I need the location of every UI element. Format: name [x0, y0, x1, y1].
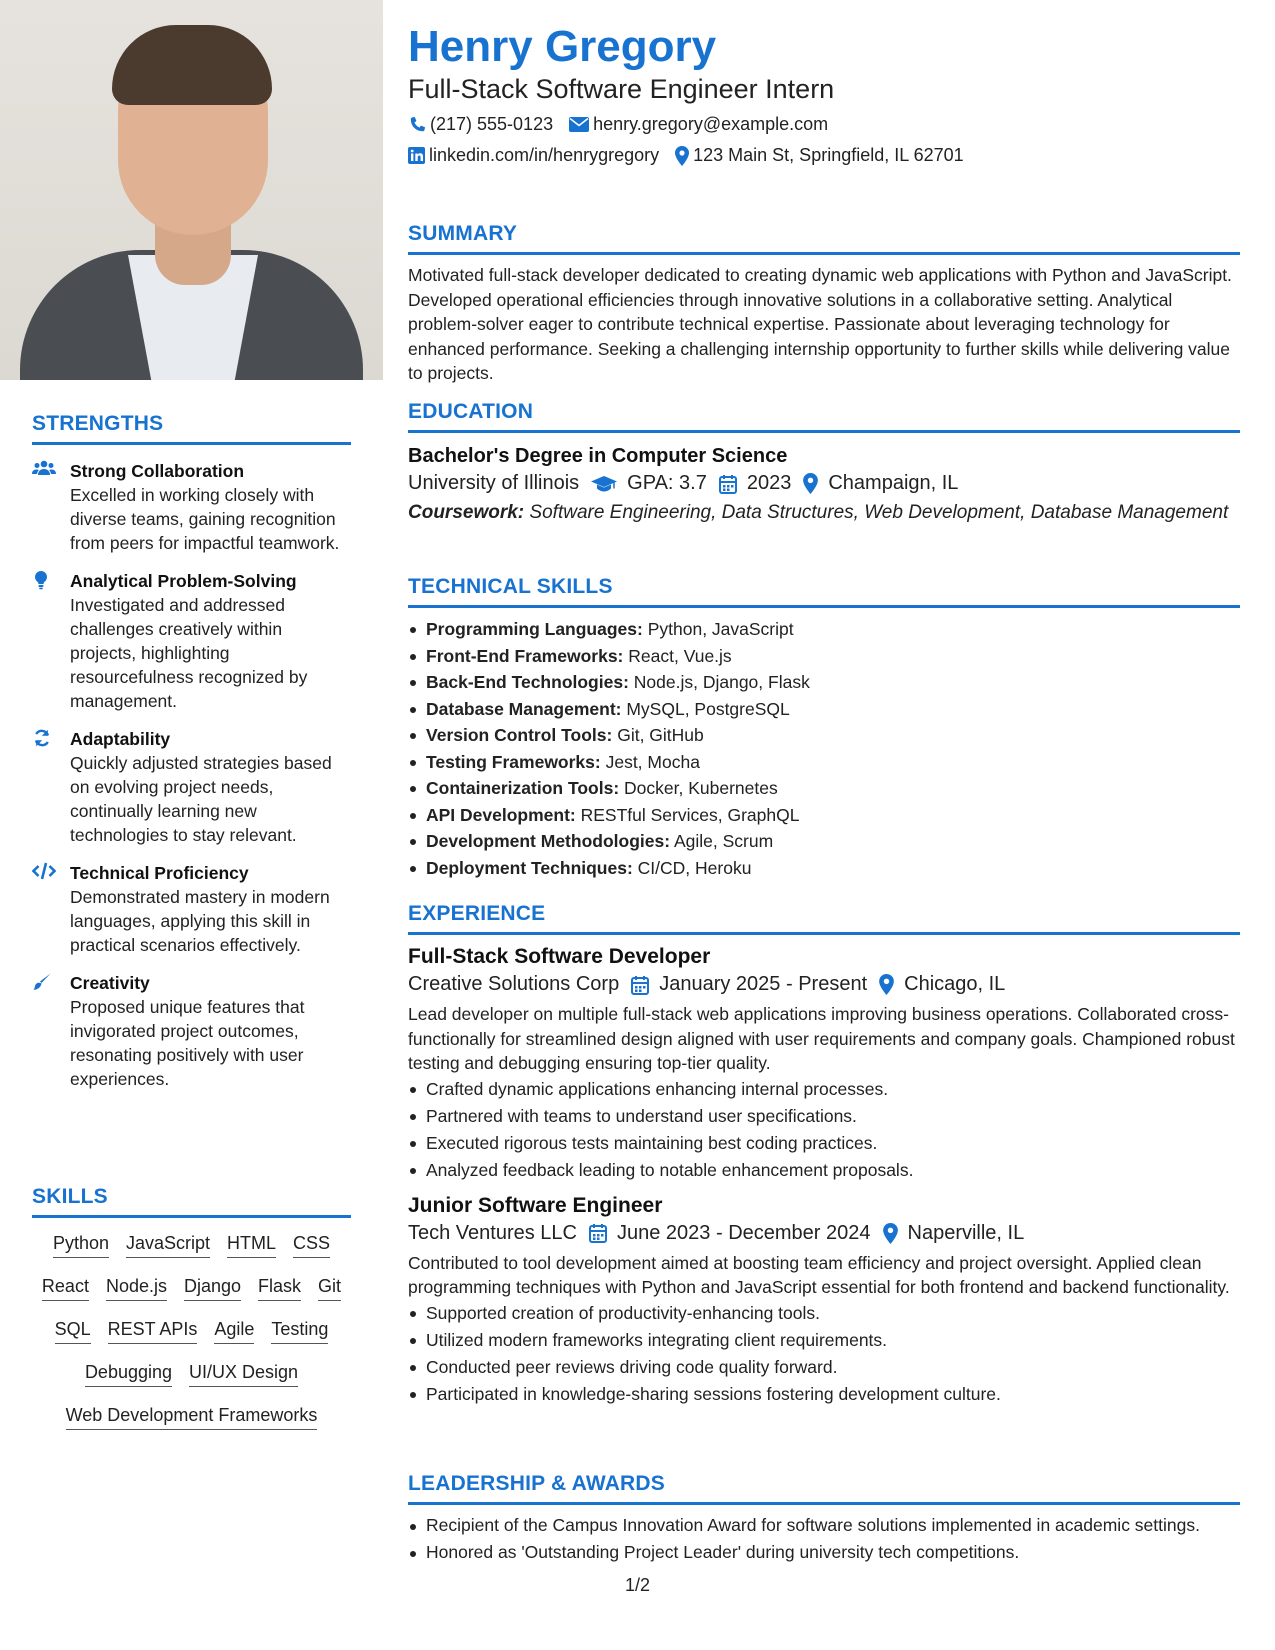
list-item	[408, 855, 1240, 882]
summary-text: Motivated full-stack developer dedicated to creating dynamic web applications with Python and JavaScript. Developed operational efficiencies through innovative solutions in a collaborative setting. Analytical problem-solver eager to contribute technical expertise. Passionate about leveraging technology for enhanced performance. Seeking a challenging internship opportunity to further skills while delivering value to projects.	[408, 265, 1232, 383]
skills-section	[32, 1185, 351, 1430]
brush-icon	[32, 971, 70, 1091]
experience-section	[408, 902, 1240, 1408]
job-dates: January 2025 - Present	[659, 973, 868, 995]
list-item: Recipient of the Campus Innovation Award for software solutions implemented in academic settings.	[408, 1513, 1240, 1540]
education-degree: Bachelor's Degree in Computer Science	[408, 445, 788, 467]
skill-label: Front-End Frameworks:	[426, 645, 624, 666]
education-title: EDUCATION	[408, 400, 1240, 433]
list-item: Partnered with teams to understand user specifications.	[408, 1103, 1240, 1130]
job-meta	[408, 973, 1240, 996]
education-year: 2023	[746, 472, 792, 494]
contact-row-1	[408, 114, 828, 135]
phone-text: (217) 555-0123	[430, 114, 554, 134]
list-item	[408, 775, 1240, 802]
education-meta	[408, 472, 1240, 495]
skill-tag: UI/UX Design	[189, 1361, 298, 1387]
job-description: Lead developer on multiple full-stack web applications improving business operations. Collaborated cross-functionally for streamlined design aligned with user requirements and company goals. Championed robust testing and debugging ensuring top-tier quality.	[408, 1004, 1235, 1073]
skills-tags	[32, 1232, 351, 1430]
strength-desc: Excelled in working closely with diverse teams, gaining recognition from peers for impactful teamwork.	[70, 485, 340, 553]
skill-tag: Python	[53, 1232, 109, 1258]
coursework-label: Coursework:	[408, 502, 525, 523]
job-title: Junior Software Engineer	[408, 1193, 663, 1217]
skill-label: Version Control Tools:	[426, 725, 613, 745]
strength-title: Adaptability	[70, 729, 171, 749]
education-school: University of Illinois	[408, 472, 580, 494]
strength-desc: Quickly adjusted strategies based on evolving project needs, continually learning new technologies to stay relevant.	[70, 753, 332, 845]
skill-label: Deployment Techniques:	[426, 857, 633, 878]
skill-tag: Agile	[214, 1318, 254, 1344]
strength-item	[32, 727, 351, 847]
address-text: 123 Main St, Springfield, IL 62701	[693, 145, 964, 165]
strength-item	[32, 459, 351, 555]
list-item	[408, 616, 1240, 643]
summary-title: SUMMARY	[408, 222, 1240, 255]
list-item	[408, 828, 1240, 855]
skill-value: Python, JavaScript	[642, 619, 794, 639]
list-item: Utilized modern frameworks integrating client requirements.	[408, 1327, 1240, 1354]
list-item	[408, 749, 1240, 776]
list-item	[408, 802, 1240, 829]
skill-label: Testing Frameworks:	[426, 751, 601, 772]
job-bullets	[408, 1076, 1240, 1184]
leadership-list	[408, 1513, 1240, 1564]
strength-title: Creativity	[70, 973, 150, 993]
calendar-icon	[589, 1223, 607, 1243]
strengths-section	[32, 412, 351, 1091]
linkedin-link[interactable]: linkedin.com/in/henrygregory	[429, 145, 660, 165]
skill-value: React, Vue.js	[623, 645, 732, 666]
strength-title: Strong Collaboration	[70, 461, 245, 481]
strength-desc: Demonstrated mastery in modern languages, applying this skill in practical scenarios effectively.	[70, 887, 330, 955]
skill-tag: JavaScript	[126, 1232, 210, 1258]
skill-label: Programming Languages:	[426, 619, 643, 639]
skill-value: Agile, Scrum	[670, 831, 774, 851]
job-entry	[408, 945, 1240, 1184]
list-item: Analyzed feedback leading to notable enhancement proposals.	[408, 1157, 1240, 1184]
leadership-title: LEADERSHIP & AWARDS	[408, 1472, 1240, 1505]
job-dates: June 2023 - December 2024	[617, 1221, 871, 1244]
candidate-name: Henry Gregory	[408, 22, 717, 71]
contact-row-2	[408, 145, 964, 166]
location-pin-icon	[883, 1223, 898, 1244]
skill-value: RESTful Services, GraphQL	[575, 804, 800, 825]
calendar-icon	[631, 975, 649, 995]
skill-value: Git, GitHub	[612, 725, 704, 745]
experience-title: EXPERIENCE	[408, 902, 1240, 935]
strength-item	[32, 569, 351, 713]
skill-tag: HTML	[227, 1232, 276, 1258]
strength-item	[32, 971, 351, 1091]
list-item: Participated in knowledge-sharing sessions fostering development culture.	[408, 1381, 1240, 1408]
technical-skills-section	[408, 575, 1240, 881]
skill-label: Development Methodologies:	[426, 831, 671, 851]
list-item	[408, 696, 1240, 723]
strengths-title: STRENGTHS	[32, 412, 351, 445]
list-item	[408, 669, 1240, 696]
skill-tag: Node.js	[106, 1275, 167, 1301]
users-icon	[32, 459, 70, 555]
skill-value: Docker, Kubernetes	[619, 778, 778, 798]
skill-tag: Web Development Frameworks	[66, 1404, 318, 1430]
skill-value: CI/CD, Heroku	[632, 857, 752, 878]
coursework-text: Software Engineering, Data Structures, Web Development, Database Management	[524, 502, 1229, 523]
list-item: Conducted peer reviews driving code quality forward.	[408, 1354, 1240, 1381]
strength-desc: Investigated and addressed challenges creatively within projects, highlighting resourcefulness recognized by management.	[70, 595, 308, 711]
location-pin-icon	[879, 974, 894, 995]
job-company: Creative Solutions Corp	[408, 973, 620, 995]
job-description: Contributed to tool development aimed at boosting team efficiency and project oversight. Applied clean programming techniques with Python and JavaScript essential for both frontend and backend functionality.	[408, 1252, 1230, 1297]
code-icon	[32, 861, 70, 957]
linkedin-icon	[408, 147, 425, 164]
skill-tag: React	[42, 1275, 89, 1301]
email-icon	[569, 117, 589, 132]
list-item	[408, 722, 1240, 749]
skill-label: Database Management:	[426, 698, 622, 719]
page-number: 1/2	[625, 1575, 651, 1595]
phone-icon	[408, 116, 426, 134]
summary-section	[408, 222, 1240, 386]
education-gpa: GPA: 3.7	[627, 472, 707, 494]
job-entry	[408, 1194, 1240, 1408]
email-link[interactable]: henry.gregory@example.com	[593, 114, 829, 134]
skill-tag: Flask	[258, 1275, 301, 1301]
candidate-role: Full-Stack Software Engineer Intern	[408, 74, 835, 104]
skill-tag: Testing	[271, 1318, 328, 1344]
job-location: Chicago, IL	[904, 973, 1006, 995]
technical-skills-list	[408, 616, 1240, 881]
education-location: Champaign, IL	[828, 472, 959, 494]
skill-tag: SQL	[55, 1318, 91, 1344]
strength-title: Technical Proficiency	[70, 863, 249, 883]
strength-item	[32, 861, 351, 957]
leadership-section	[408, 1472, 1240, 1564]
job-meta	[408, 1222, 1240, 1245]
left-column	[0, 0, 383, 1650]
graduation-cap-icon	[591, 475, 617, 493]
skill-value: Node.js, Django, Flask	[628, 672, 810, 692]
education-section	[408, 400, 1240, 526]
skill-label: API Development:	[426, 804, 576, 825]
job-bullets	[408, 1300, 1240, 1408]
skill-tag: REST APIs	[108, 1318, 198, 1344]
job-title: Full-Stack Software Developer	[408, 945, 711, 968]
calendar-icon	[719, 474, 737, 494]
skill-label: Back-End Technologies:	[426, 672, 629, 692]
job-location: Naperville, IL	[907, 1221, 1025, 1244]
strength-title: Analytical Problem-Solving	[70, 571, 297, 591]
job-company: Tech Ventures LLC	[408, 1221, 577, 1244]
sync-icon	[32, 727, 70, 847]
profile-photo	[0, 0, 383, 380]
location-pin-icon	[675, 146, 689, 166]
skills-title: SKILLS	[32, 1185, 351, 1218]
strength-desc: Proposed unique features that invigorated project outcomes, resonating positively with user experiences.	[70, 997, 305, 1089]
skill-tag: Git	[318, 1275, 341, 1301]
list-item: Executed rigorous tests maintaining best coding practices.	[408, 1130, 1240, 1157]
list-item: Crafted dynamic applications enhancing internal processes.	[408, 1076, 1240, 1103]
technical-skills-title: TECHNICAL SKILLS	[408, 575, 1240, 608]
list-item: Supported creation of productivity-enhancing tools.	[408, 1300, 1240, 1327]
skill-value: Jest, Mocha	[600, 751, 700, 772]
list-item: Honored as 'Outstanding Project Leader' during university tech competitions.	[408, 1540, 1240, 1565]
skill-tag: Django	[184, 1275, 241, 1301]
skill-value: MySQL, PostgreSQL	[621, 698, 790, 719]
lightbulb-icon	[32, 569, 70, 713]
skill-tag: Debugging	[85, 1361, 172, 1387]
list-item	[408, 643, 1240, 670]
education-coursework	[408, 501, 1240, 526]
location-pin-icon	[803, 473, 818, 494]
skill-label: Containerization Tools:	[426, 778, 620, 798]
skill-tag: CSS	[293, 1232, 330, 1258]
